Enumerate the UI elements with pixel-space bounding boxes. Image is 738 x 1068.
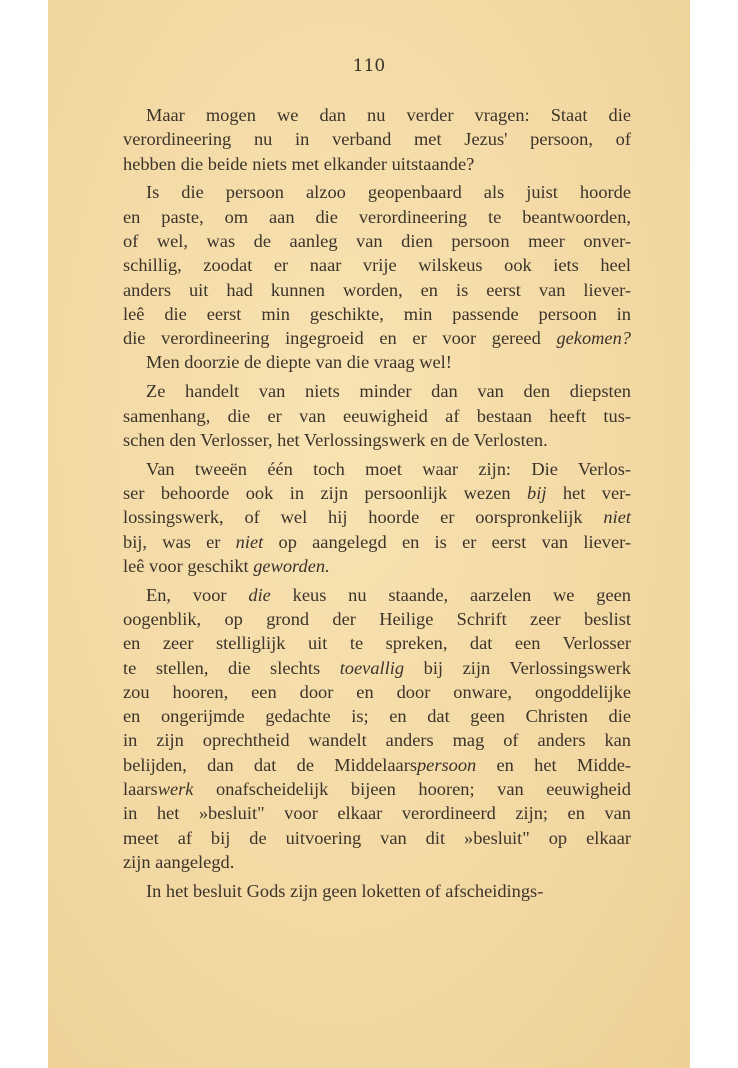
text-segment: oogenblik, op grond der Heilige Schrift zeer beslist [123, 608, 631, 629]
text-line [123, 728, 631, 752]
body-text [123, 103, 631, 903]
italic-text: niet [603, 507, 631, 528]
text-segment: bij, was er [123, 531, 236, 552]
text-segment: op aangelegd en is er eerst van liever- [263, 531, 632, 552]
text-segment: keus nu staande, aarzelen we geen [270, 584, 631, 605]
text-line [123, 656, 631, 680]
text-segment: het ver- [546, 482, 631, 503]
text-segment: Maar mogen we dan nu verder vragen: Staat die [146, 105, 631, 125]
text-segment: Ze handelt van niets minder dan van den diepsten [146, 381, 631, 402]
text-line [123, 583, 631, 607]
text-line [123, 554, 631, 578]
text-segment: en het Midde- [476, 754, 631, 775]
text-segment: onafscheidelijk bijeen hooren; van eeuwigheid [193, 779, 631, 800]
text-line [123, 826, 631, 850]
text-line [123, 801, 631, 825]
italic-text: toevallig [339, 657, 405, 678]
text-line [123, 457, 631, 481]
text-segment: schillig, zoodat er naar vrije wilskeus ook iets heel [123, 255, 631, 276]
text-segment: ser behoorde ook in zijn persoonlijk wezen [123, 482, 528, 503]
text-line [123, 428, 631, 452]
text-segment: anders uit had kunnen worden, en is eerst van liever- [123, 279, 631, 300]
text-line [123, 229, 631, 253]
text-segment: hebben die beide niets met elkander uitstaande? [123, 153, 475, 174]
text-line [123, 152, 631, 176]
text-line [123, 278, 631, 302]
text-segment: laars [123, 779, 158, 800]
text-line [123, 631, 631, 655]
text-line [123, 103, 631, 127]
text-line [123, 326, 631, 350]
text-segment: leê voor geschikt [123, 555, 254, 576]
text-line [123, 777, 631, 801]
text-line [123, 404, 631, 428]
text-segment: verordineering nu in verband met Jezus' persoon, of [123, 129, 631, 150]
text-line [123, 607, 631, 631]
italic-text: die [248, 584, 271, 605]
text-segment: En, voor [146, 584, 249, 605]
italic-text: gekomen? [556, 328, 631, 349]
page-number: 110 [352, 56, 386, 76]
text-line [123, 505, 631, 529]
text-segment: Van tweeën één toch moet waar zijn: Die Verlos- [146, 458, 631, 479]
text-segment: schen den Verlosser, het Verlossingswerk en de Verlosten. [123, 429, 548, 450]
text-segment: die verordineering ingegroeid en er voor gereed [123, 328, 557, 349]
text-segment: of wel, was de aanleg van dien persoon meer onver- [123, 230, 631, 251]
book-page [48, 0, 690, 1068]
text-segment: te stellen, die slechts [123, 657, 340, 678]
text-segment: Is die persoon alzoo geopenbaard als juist hoorde [146, 182, 631, 203]
text-line [123, 481, 631, 505]
text-line [123, 753, 631, 777]
text-line [123, 879, 631, 903]
text-segment: bij zijn Verlossingswerk [404, 657, 631, 678]
text-line [123, 850, 631, 874]
text-segment: in het »besluit" voor elkaar verordineerd zijn; en van [123, 803, 631, 824]
text-line [123, 180, 631, 204]
italic-text: persoon [416, 754, 477, 775]
text-segment: zijn aangelegd. [123, 851, 235, 872]
text-line [123, 350, 631, 374]
italic-text: niet [235, 531, 264, 552]
text-line [123, 127, 631, 151]
text-segment: en paste, om aan die verordineering te beantwoorden, [123, 206, 631, 227]
text-line [123, 205, 631, 229]
text-segment: Men doorzie de diepte van die vraag wel! [146, 352, 452, 373]
text-line [123, 379, 631, 403]
text-segment: en zeer stelliglijk uit te spreken, dat een Verlosser [123, 633, 631, 654]
text-line [123, 704, 631, 728]
text-segment: zou hooren, een door en door onware, ongoddelijke [123, 681, 631, 702]
text-segment: belijden, dan dat de Middelaars [123, 754, 417, 775]
text-line [123, 302, 631, 326]
text-segment: lossingswerk, of wel hij hoorde er oorspronkelijk [123, 507, 604, 528]
text-segment: samenhang, die er van eeuwigheid af bestaan heeft tus- [123, 405, 631, 426]
text-line [123, 680, 631, 704]
text-line [123, 530, 631, 554]
italic-text: werk [157, 779, 194, 800]
italic-text: bij [527, 482, 547, 503]
text-segment: In het besluit Gods zijn geen loketten of afscheidings- [146, 880, 544, 901]
text-segment: in zijn oprechtheid wandelt anders mag of anders kan [123, 730, 631, 751]
text-segment: en ongerijmde gedachte is; en dat geen Christen die [123, 706, 631, 727]
italic-text: geworden. [253, 555, 330, 576]
text-segment: meet af bij de uitvoering van dit »besluit" op elkaar [123, 827, 631, 848]
text-line [123, 253, 631, 277]
text-segment: leê die eerst min geschikte, min passende persoon in [123, 303, 631, 324]
